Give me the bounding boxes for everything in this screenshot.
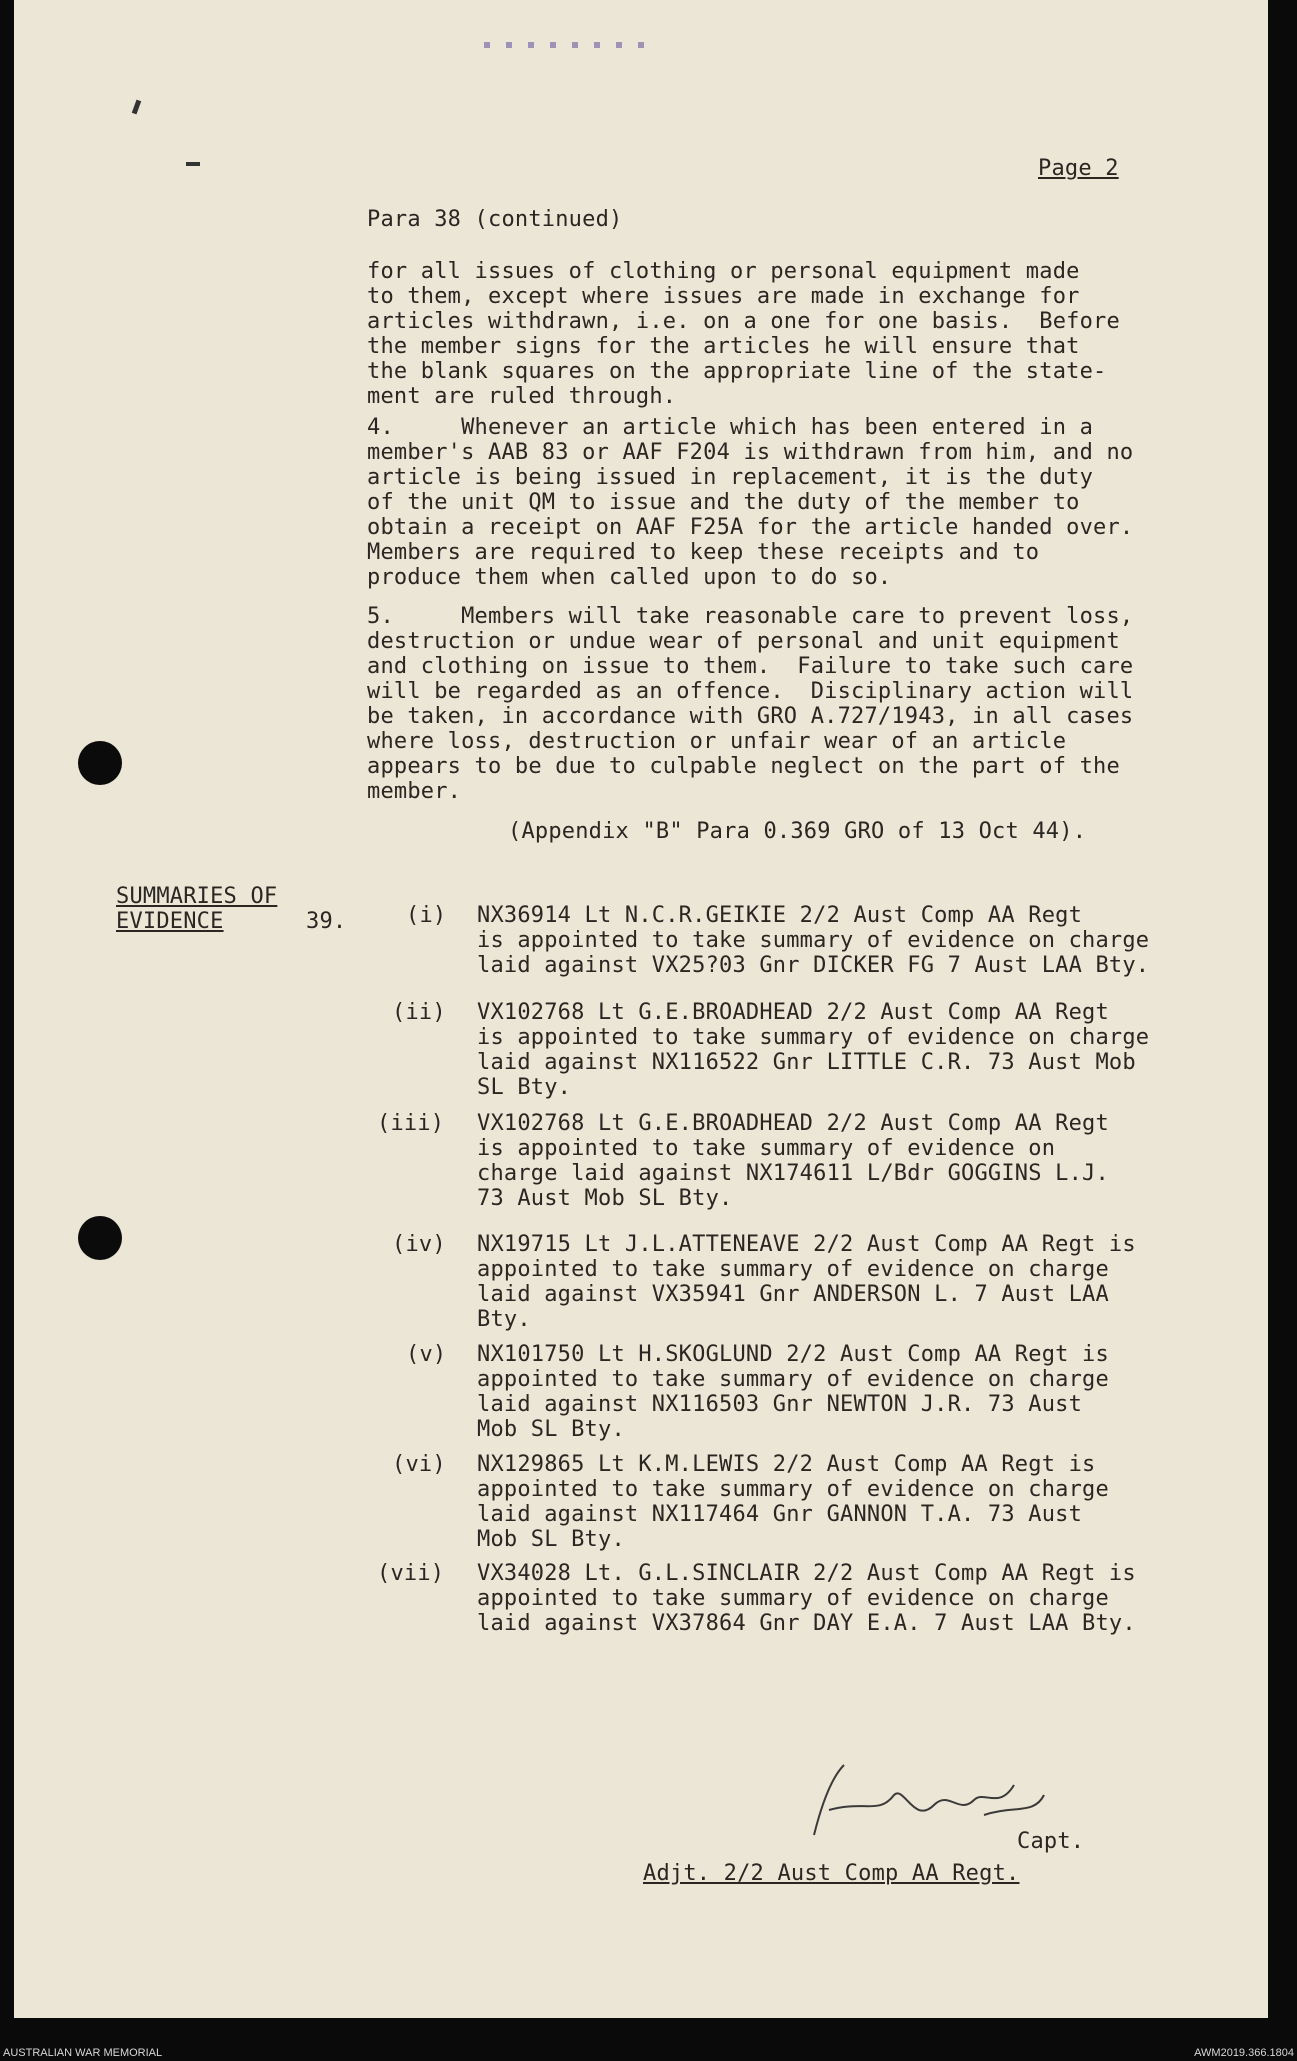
section-title: EVIDENCE xyxy=(116,909,224,934)
text-line: is appointed to take summary of evidence on xyxy=(477,1136,1056,1161)
text-line: Members are required to keep these receipts and to xyxy=(367,540,1040,565)
text-line: SL Bty. xyxy=(477,1075,572,1100)
text-line: VX102768 Lt G.E.BROADHEAD 2/2 Aust Comp AA Regt xyxy=(477,1000,1109,1025)
text-line: be taken, in accordance with GRO A.727/1943, in all cases xyxy=(367,704,1134,729)
text-line: articles withdrawn, i.e. on a one for one basis. Before xyxy=(367,309,1120,334)
text-line: appears to be due to culpable neglect on the part of the xyxy=(367,754,1120,779)
text-line: laid against NX117464 Gnr GANNON T.A. 73 Aust xyxy=(477,1502,1083,1527)
text-line: for all issues of clothing or personal equipment made xyxy=(367,259,1080,284)
punch-hole xyxy=(78,1216,122,1260)
text-line: is appointed to take summary of evidence on charge xyxy=(477,1025,1150,1050)
text-line: the blank squares on the appropriate line of the state- xyxy=(367,359,1107,384)
page-number: Page 2 xyxy=(1038,156,1119,181)
text-line: NX36914 Lt N.C.R.GEIKIE 2/2 Aust Comp AA Regt xyxy=(477,903,1083,928)
signature-title: Adjt. 2/2 Aust Comp AA Regt. xyxy=(643,1861,1020,1886)
text-line: to them, except where issues are made in exchange for xyxy=(367,284,1080,309)
text-line: where loss, destruction or unfair wear of an article xyxy=(367,729,1067,754)
item-number: (vii) xyxy=(377,1561,445,1586)
text-line: laid against VX37864 Gnr DAY E.A. 7 Aust LAA Bty. xyxy=(477,1611,1136,1636)
text-line: NX129865 Lt K.M.LEWIS 2/2 Aust Comp AA Regt is xyxy=(477,1452,1096,1477)
text-line: VX34028 Lt. G.L.SINCLAIR 2/2 Aust Comp AA Regt is xyxy=(477,1561,1136,1586)
text-line: 4. Whenever an article which has been entered in a xyxy=(367,415,1094,440)
text-line: laid against VX35941 Gnr ANDERSON L. 7 Aust LAA xyxy=(477,1282,1109,1307)
ink-mark xyxy=(186,162,200,166)
item-number: (v) xyxy=(406,1342,447,1367)
signature-rank: Capt. xyxy=(1017,1829,1085,1854)
text-line: appointed to take summary of evidence on charge xyxy=(477,1586,1109,1611)
text-line: ment are ruled through. xyxy=(367,384,677,409)
punch-hole xyxy=(78,741,122,785)
document-page xyxy=(14,0,1268,2018)
para-heading: Para 38 (continued) xyxy=(367,207,623,232)
text-line: 5. Members will take reasonable care to prevent loss, xyxy=(367,604,1134,629)
footer-reference: AWM2019.366.1804 xyxy=(1194,2047,1294,2059)
item-number: (ii) xyxy=(392,1000,446,1025)
text-line: NX19715 Lt J.L.ATTENEAVE 2/2 Aust Comp AA Regt is xyxy=(477,1232,1136,1257)
text-line: laid against NX116522 Gnr LITTLE C.R. 73 Aust Mob xyxy=(477,1050,1136,1075)
text-line: Bty. xyxy=(477,1307,531,1332)
ink-mark xyxy=(132,100,141,115)
text-line: member. xyxy=(367,779,462,804)
item-number: (iii) xyxy=(377,1111,445,1136)
text-line: and clothing on issue to them. Failure to take such care xyxy=(367,654,1134,679)
text-line: member's AAB 83 or AAF F204 is withdrawn from him, and no xyxy=(367,440,1134,465)
text-line: 73 Aust Mob SL Bty. xyxy=(477,1186,733,1211)
text-line: will be regarded as an offence. Disciplinary action will xyxy=(367,679,1134,704)
text-line: charge laid against NX174611 L/Bdr GOGGINS L.J. xyxy=(477,1161,1109,1186)
text-line: NX101750 Lt H.SKOGLUND 2/2 Aust Comp AA Regt is xyxy=(477,1342,1109,1367)
text-line: appointed to take summary of evidence on charge xyxy=(477,1257,1109,1282)
text-line: produce them when called upon to do so. xyxy=(367,565,892,590)
item-number: (vi) xyxy=(392,1452,446,1477)
ink-mark xyxy=(484,42,644,48)
text-line: the member signs for the articles he will ensure that xyxy=(367,334,1080,359)
text-line: appointed to take summary of evidence on charge xyxy=(477,1367,1109,1392)
footer-credit: AUSTRALIAN WAR MEMORIAL xyxy=(3,2047,163,2059)
text-line: VX102768 Lt G.E.BROADHEAD 2/2 Aust Comp AA Regt xyxy=(477,1111,1109,1136)
item-number: (i) xyxy=(406,903,447,928)
text-line: is appointed to take summary of evidence on charge xyxy=(477,928,1150,953)
text-line: Mob SL Bty. xyxy=(477,1527,625,1552)
text-line: obtain a receipt on AAF F25A for the article handed over. xyxy=(367,515,1134,540)
text-line: article is being issued in replacement, it is the duty xyxy=(367,465,1094,490)
section-number: 39. xyxy=(306,909,347,934)
appendix-reference: (Appendix "B" Para 0.369 GRO of 13 Oct 44). xyxy=(508,819,1087,844)
text-line: destruction or undue wear of personal and unit equipment xyxy=(367,629,1120,654)
item-number: (iv) xyxy=(392,1232,446,1257)
text-line: of the unit QM to issue and the duty of the member to xyxy=(367,490,1080,515)
text-line: appointed to take summary of evidence on charge xyxy=(477,1477,1109,1502)
text-line: laid against VX25?03 Gnr DICKER FG 7 Aust LAA Bty. xyxy=(477,953,1150,978)
section-title: SUMMARIES OF xyxy=(116,884,278,909)
text-line: laid against NX116503 Gnr NEWTON J.R. 73 Aust xyxy=(477,1392,1083,1417)
text-line: Mob SL Bty. xyxy=(477,1417,625,1442)
